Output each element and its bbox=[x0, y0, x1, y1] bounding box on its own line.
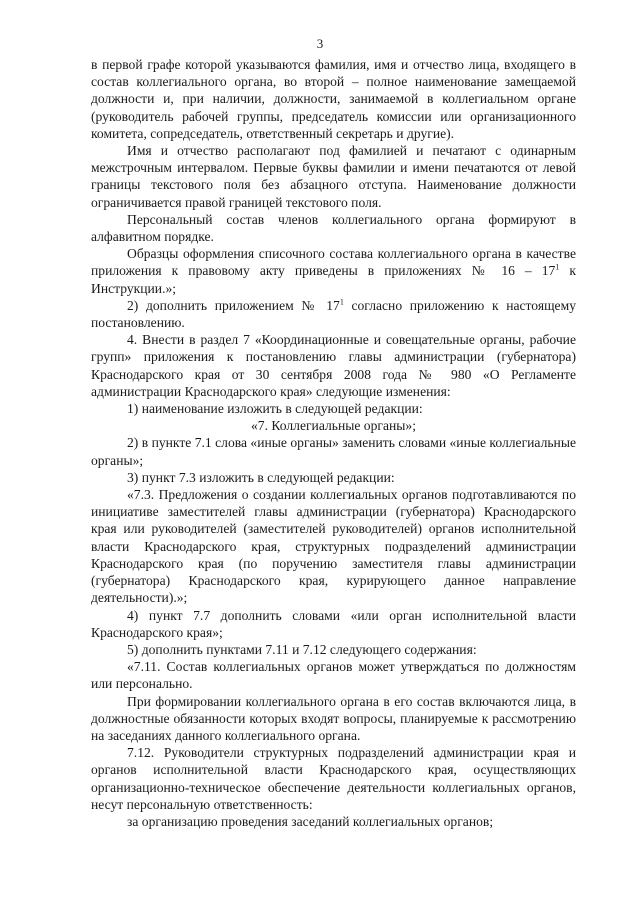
paragraph-text: 2) в пункте 7.1 слова «иные органы» заменить словами «иные коллегиальные органы»; bbox=[91, 435, 576, 468]
paragraph-text: за организацию проведения заседаний коллегиальных органов; bbox=[127, 813, 494, 829]
paragraph bbox=[91, 813, 576, 830]
paragraph-text: «7.11. Состав коллегиальных органов может утверждаться по должностям или персонально. bbox=[91, 659, 576, 692]
paragraph-text: 4. Внести в раздел 7 «Координационные и совещательные органы, рабочие групп» приложения к постановлению главы администрации (губернатора) Краснодарского края от 30 сентября 2008 года № 980 «О Регламенте администрации Краснодарского края» следующие изменения: bbox=[91, 332, 576, 399]
paragraph-text: Персональный состав членов коллегиального органа формируют в алфавитном порядке. bbox=[91, 211, 576, 245]
paragraph bbox=[91, 607, 576, 641]
paragraph-text: в первой графе которой указываются фамилия, имя и отчество лица, входящего в состав коллегиального органа, во второй – полное наименование замещаемой должности и, при наличии, должности, занимаемой в коллегиальном органе (руководитель рабочей группы, председатель комиссии или организационного комитета, сопредседатель, ответственный секретарь и другие). bbox=[91, 57, 576, 141]
paragraph bbox=[91, 245, 576, 297]
paragraph-text: 3) пункт 7.3 изложить в следующей редакции: bbox=[127, 469, 395, 485]
paragraph bbox=[91, 641, 576, 658]
paragraph bbox=[91, 56, 576, 142]
paragraph bbox=[91, 693, 576, 745]
paragraph-text: 2) дополнить приложением № 17 bbox=[127, 297, 340, 313]
paragraph-text: Образцы оформления списочного состава коллегиального органа в качестве приложения к правовому акту приведены в приложениях № 16 – 17 bbox=[91, 246, 576, 279]
paragraph bbox=[91, 331, 576, 400]
paragraph-text: 7.12. Руководители структурных подразделений администрации края и органов исполнительной власти Краснодарского края, осуществляющих организационно-техническое обеспечение деятельности коллегиальных органов, несут персональную ответственность: bbox=[91, 745, 576, 812]
paragraph bbox=[91, 142, 576, 211]
paragraph bbox=[91, 658, 576, 692]
paragraph-text: 1) наименование изложить в следующей редакции: bbox=[127, 401, 423, 417]
paragraph bbox=[91, 417, 576, 434]
paragraph-text-continued: согласно приложению к настоящему постановлению. bbox=[91, 297, 576, 331]
paragraph bbox=[91, 297, 576, 331]
superscript: 1 bbox=[339, 297, 344, 307]
paragraph bbox=[91, 486, 576, 606]
paragraph bbox=[91, 469, 576, 486]
page-number: 3 bbox=[316, 36, 324, 51]
paragraph-text: Имя и отчество располагают под фамилией и печатают с одинарным межстрочным интервалом. Первые буквы фамилии и имени печатаются от левой границы текстового поля без абзацного отступа. Наименование должности ограничивается правой границей текстового поля. bbox=[91, 143, 576, 210]
paragraph-text: «7.3. Предложения о создании коллегиальных органов подготавливаются по инициативе заместителей главы администрации (губернатора) Краснодарского края или руководителей (заместителей руководителей) органов исполнительной власти Краснодарского края, структурных подразделений администрации Краснодарского края (по поручению заместителя главы администрации (губернатора) Краснодарского края, курирующего данное направление деятельности).»; bbox=[91, 487, 576, 606]
paragraph-text: 5) дополнить пунктами 7.11 и 7.12 следующего содержания: bbox=[127, 641, 477, 657]
paragraph-text: При формировании коллегиального органа в его состав включаются лица, в должностные обязанности которых входят вопросы, планируемые к рассмотрению на заседаниях данного коллегиального органа. bbox=[91, 693, 576, 743]
paragraph bbox=[91, 434, 576, 468]
paragraph bbox=[91, 211, 576, 245]
superscript: 1 bbox=[555, 262, 560, 272]
document-body bbox=[91, 56, 576, 830]
paragraph-text: «7. Коллегиальные органы»; bbox=[250, 418, 416, 434]
paragraph bbox=[91, 400, 576, 417]
paragraph bbox=[91, 744, 576, 813]
paragraph-text: 4) пункт 7.7 дополнить словами «или орган исполнительной власти Краснодарского края»; bbox=[91, 607, 576, 640]
paragraph-text-continued: к Инструкции.»; bbox=[91, 263, 576, 296]
